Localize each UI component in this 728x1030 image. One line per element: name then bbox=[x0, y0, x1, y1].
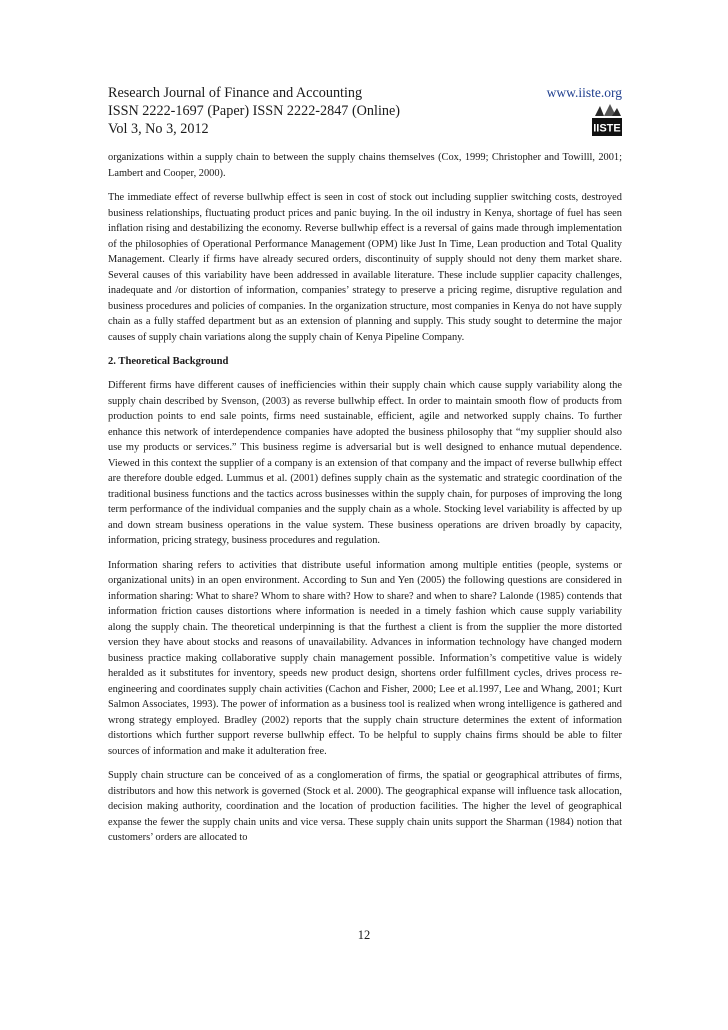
iiste-logo-icon bbox=[592, 104, 622, 136]
paragraph: Supply chain structure can be conceived of as a conglomeration of firms, the spatial or geographical attributes of firms, distributors and how this network is governed (Stock et al. 2000). The geographical expanse will influence task allocation, decision making authority, coordination and the location of production facilities. The higher the level of geographical expanse the fewer the supply chain units and vice versa. These supply chain units support the Sharman (1984) notion that customers’ orders are allocated to bbox=[108, 770, 622, 843]
paragraph: organizations within a supply chain to between the supply chains themselves (Cox, 1999; Christopher and Towilll, 2001; Lambert and Cooper, 2000). bbox=[108, 152, 622, 179]
journal-title: Research Journal of Finance and Accounting bbox=[108, 85, 363, 101]
journal-url-link[interactable]: www.iiste.org bbox=[546, 85, 622, 100]
paragraph: Different firms have different causes of inefficiencies within their supply chain which cause supply variability along the supply chain described by Svenson, (2003) as reverse bullwhip effect. In order to maintain smooth flow of products from production points to end sale points, firms need sustainable, efficient, agile and networked supply chains. To further enhance this network of interdependence companies have adopted the business philosophy that “my supplier should also use my products or services.” This business regime is adversarial but is well designed to enhance mutual dependence. Viewed in this context the supplier of a company is an extension of that company and the impact of reverse bullwhip effect are therefore double edged. Lummus et al. (2001) defines supply chain as the systematic and strategic coordination of the traditional business functions and the tactics across businesses within the supply chain, for purposes of improving the long term performance of the individual companies and the supply chain as a whole. Stocking level variability is affected by up and down stream business operations in the value system. These business operations are driven broadly by capacity, information, pricing strategy, business procedures and regulation. bbox=[108, 380, 622, 546]
paragraph: The immediate effect of reverse bullwhip effect is seen in cost of stock out including supplier switching costs, destroyed business relationships, fluctuating product prices and panic buying. In the oil industry in Kenya, shortage of fuel has seen inflation rising and destabilizing the economy. Reverse bullwhip effect is a reversal of gains made through implementation of the philosophies of Operational Performance Management (OPM) like Just In Time, Lean production and Total Quality Management. Clearly if firms have already secured orders, discontinuity of supply should not deny them market share. Several causes of this variability have been addressed in available literature. These include supplier capacity challenges, inadequate and /or distortion of information, companies’ strategy to preserve a pricing regime, disruptive regulation and business procedures and policies of companies. In the organization structure, most companies in Kenya do not have supply chain as a fully staffed department but as an extension of planning and supply. This study sought to determine the major causes of supply chain variations along the supply chain of Kenya Pipeline Company. bbox=[108, 192, 622, 343]
paragraph: Information sharing refers to activities that distribute useful information among multiple entities (people, systems or organizational units) in an open environment. According to Sun and Yen (2005) the following questions are considered in information sharing: What to share? Whom to share with? How to share? and when to share? Lalonde (1985) contends that information friction causes distortions where information is needed in a timely fashion which cause supply variability along the supply chain. The theoretical underpinning is that the furthest a client is from the supplier the more distorted version they have about stocks and reasons of unavailability. Advances in information technology have changed modern business practice making collaborative supply chain management possible. Information’s competitive value is widely heralded as it substitutes for inventory, speeds new product design, shortens order fulfillment cycles, drives process re-engineering and coordinates supply chain activities (Cachon and Fisher, 2000; Lee et al.1997, Lee and Whang, 2001; Kurt Salmon Associates, 1993). The power of information as a business tool is realized when wrong intelligence is gathered and wrong strategy employed. Bradley (2002) reports that the supply chain structure determines the extent of information distortions which further support reverse bullwhip effect. To be helpful to supply chains firms should be able to filter sources of information and make it adulteration free. bbox=[108, 559, 622, 757]
svg-text:IISTE: IISTE bbox=[593, 122, 621, 135]
page-number: 12 bbox=[357, 928, 371, 942]
page-header bbox=[108, 84, 622, 140]
section-heading: 2. Theoretical Background bbox=[108, 356, 229, 367]
volume-line: Vol 3, No 3, 2012 bbox=[108, 121, 209, 137]
issn-line: ISSN 2222-1697 (Paper) ISSN 2222-2847 (Online) bbox=[108, 103, 401, 119]
article-body bbox=[108, 150, 622, 855]
